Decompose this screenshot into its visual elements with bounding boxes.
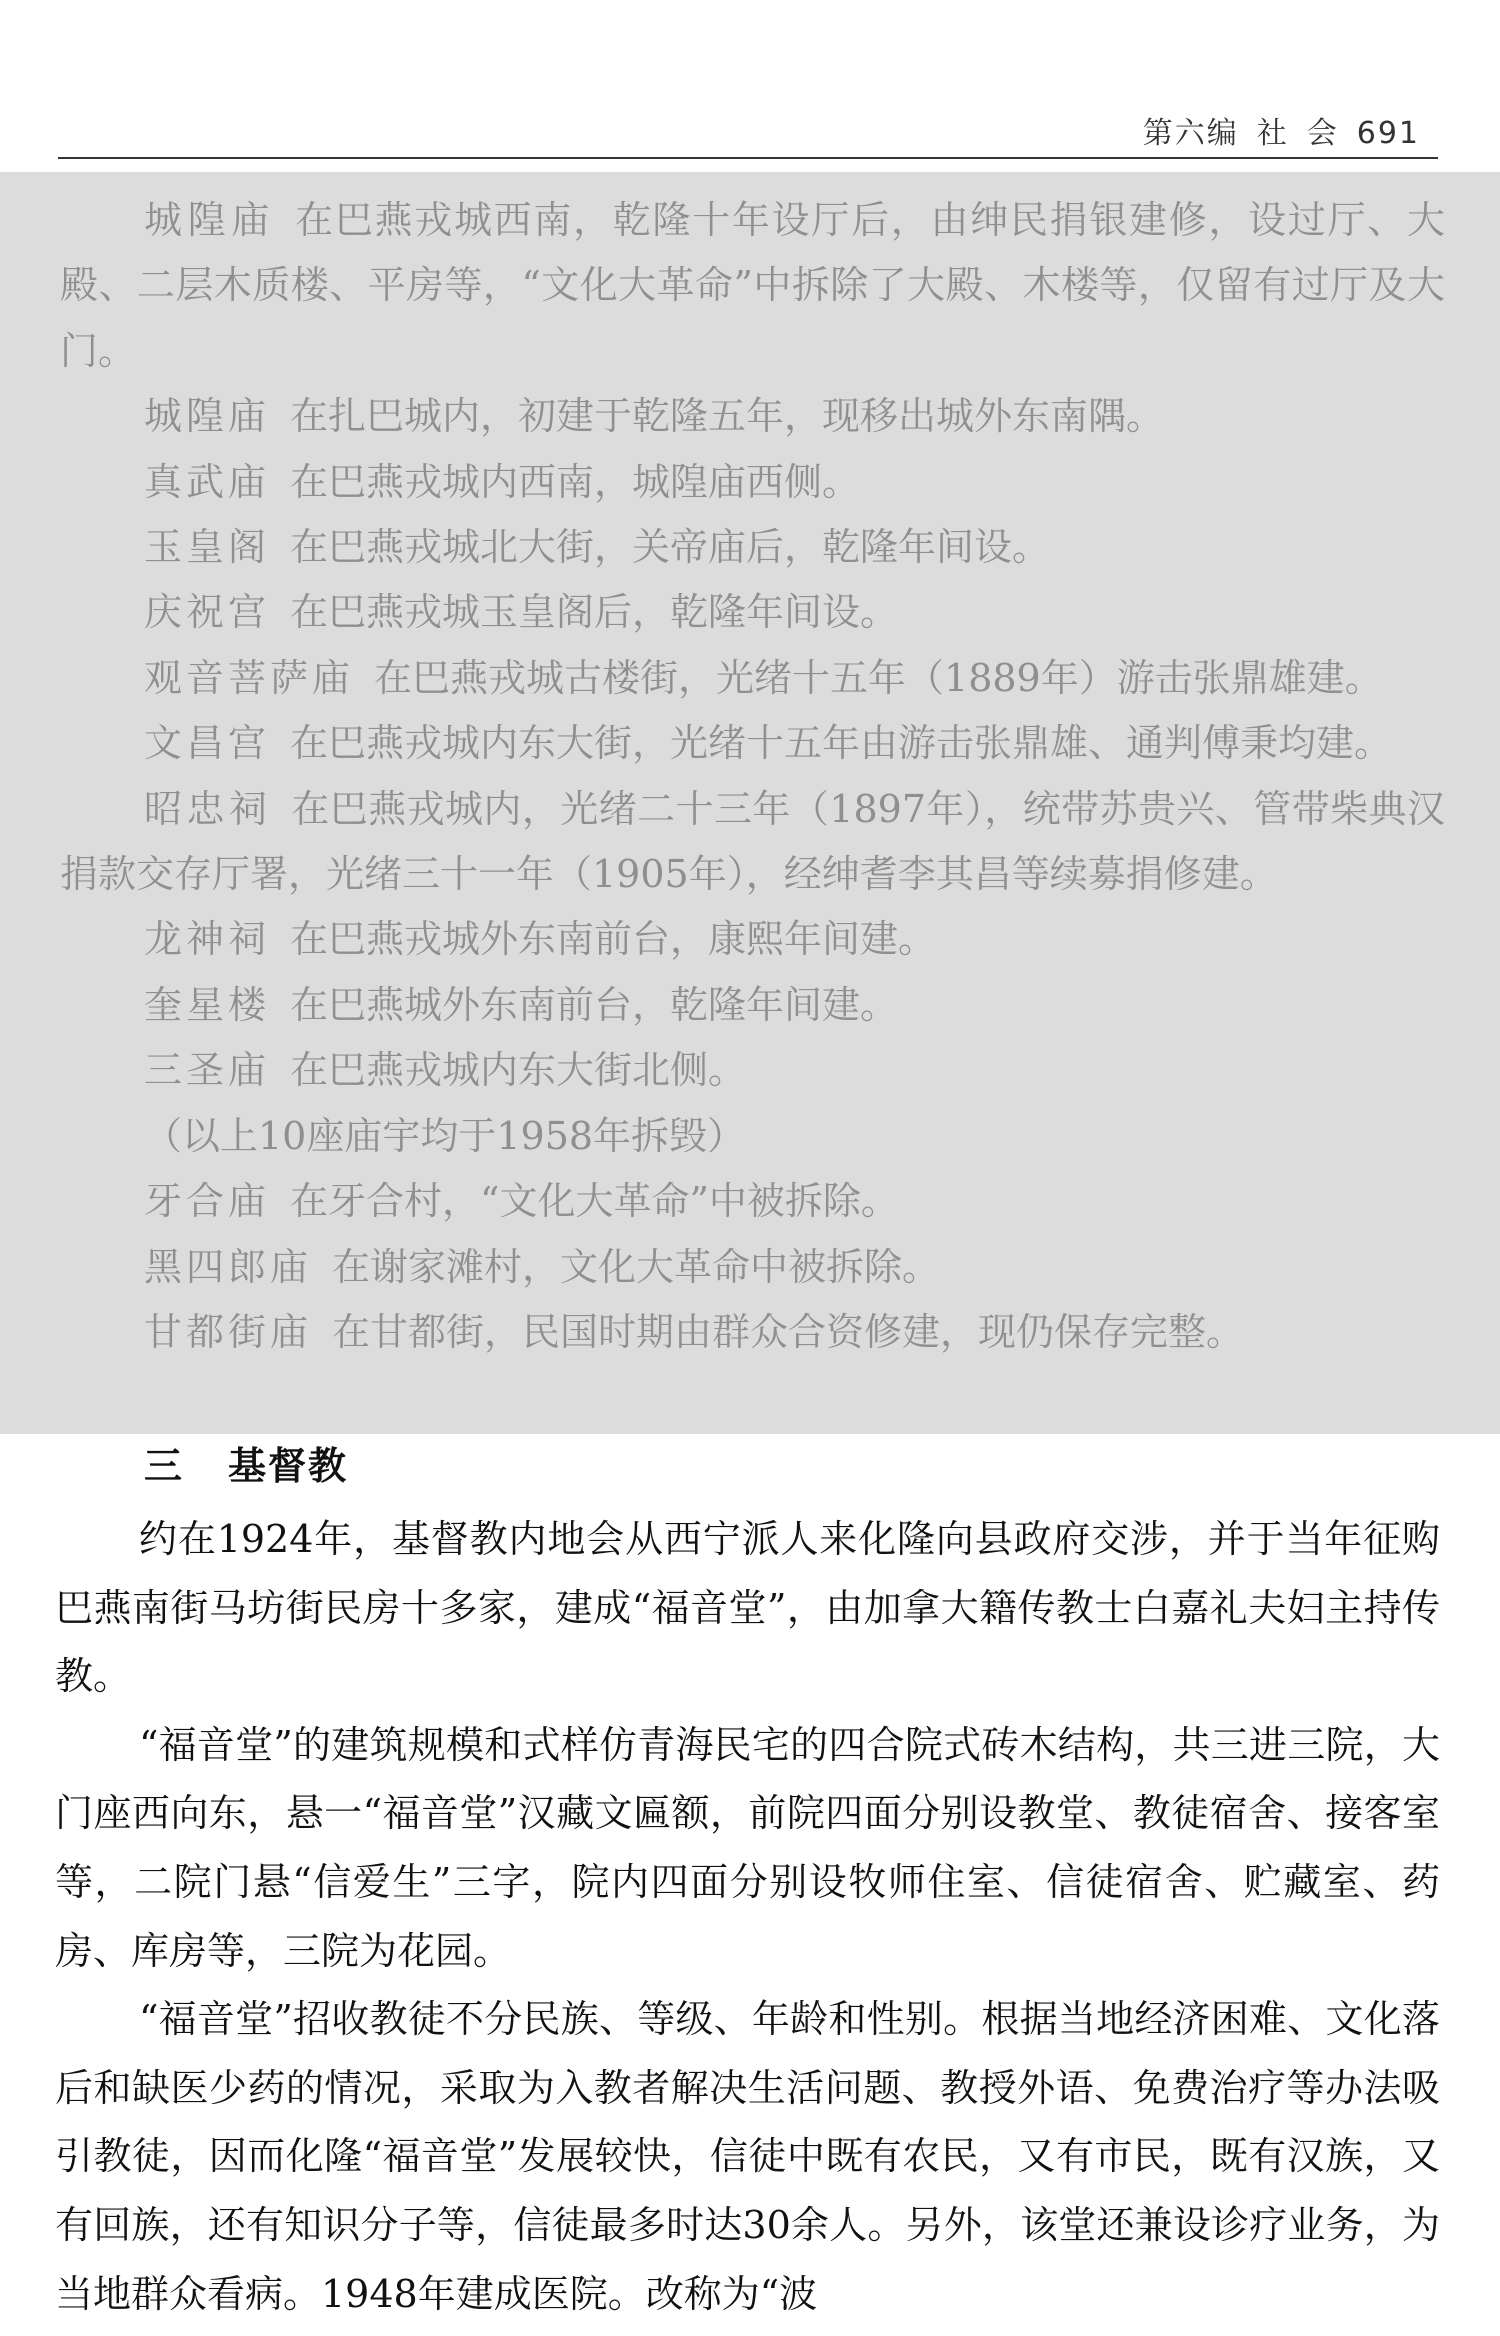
temple-entry <box>60 646 1445 711</box>
temple-desc: 在谢家滩村，文化大革命中被拆除。 <box>332 1244 941 1289</box>
page-number: 691 <box>1356 116 1420 151</box>
temple-desc: 在巴燕戎城外东南前台，康熙年间建。 <box>290 917 937 962</box>
temple-name: 奎星楼 <box>144 982 271 1027</box>
temple-desc: 在巴燕戎城古楼街，光绪十五年（1889年）游击张鼎雄建。 <box>374 655 1383 700</box>
temple-entry <box>60 1300 1445 1365</box>
temple-entry <box>60 1169 1445 1234</box>
temple-desc: 在巴燕城外东南前台，乾隆年间建。 <box>290 982 899 1027</box>
temple-desc: 在巴燕戎城玉皇阁后，乾隆年间设。 <box>290 590 899 635</box>
temple-entry <box>60 1038 1445 1103</box>
temple-name: 三圣庙 <box>144 1048 271 1093</box>
header-title-2: 会 <box>1306 116 1339 151</box>
temple-name: 庆祝宫 <box>144 590 271 635</box>
header-section: 第六编 <box>1142 116 1239 151</box>
body-text <box>55 1505 1440 2328</box>
temple-entry <box>60 450 1445 515</box>
temple-entry <box>60 777 1445 908</box>
section-heading <box>144 1435 348 1490</box>
temple-entry <box>60 515 1445 580</box>
temple-name: 观音菩萨庙 <box>144 655 355 700</box>
temple-name: 真武庙 <box>144 459 271 504</box>
temple-entry <box>60 580 1445 645</box>
temple-name: 龙神祠 <box>144 917 271 962</box>
body-paragraph: 约在1924年，基督教内地会从西宁派人来化隆向县政府交涉，并于当年征购巴燕南街马坊街民房十多家，建成“福音堂”，由加拿大籍传教士白嘉礼夫妇主持传教。 <box>55 1517 1440 1699</box>
header-rule <box>58 157 1438 159</box>
temple-name: 牙合庙 <box>144 1179 271 1224</box>
temple-name: 昭忠祠 <box>144 786 272 831</box>
body-paragraph: “福音堂”招收教徒不分民族、等级、年龄和性别。根据当地经济困难、文化落后和缺医少药的情况，采取为入教者解决生活问题、教授外语、免费治疗等办法吸引教徒，因而化隆“福音堂”发展较快，信徒中既有农民，又有市民，既有汉族，又有回族，还有知识分子等，信徒最多时达30余人。另外，该堂还兼设诊疗业务，为当地群众看病。1948年建成医院。改称为“波 <box>55 1997 1440 2316</box>
temple-entry <box>60 1235 1445 1300</box>
header-title-1: 社 <box>1256 116 1289 151</box>
temple-desc: 在巴燕戎城内西南，城隍庙西侧。 <box>290 459 861 504</box>
temple-desc: 在巴燕戎城北大街，关帝庙后，乾隆年间设。 <box>290 525 1051 570</box>
temple-desc: 在扎巴城内，初建于乾隆五年，现移出城外东南隅。 <box>290 394 1165 439</box>
temple-entry <box>60 711 1445 776</box>
temple-name: 甘都街庙 <box>144 1309 313 1354</box>
temple-desc: 在巴燕戎城内，光绪二十三年（1897年），统带苏贵兴、管带柴典汉捐款交存厅署，光绪三十一年（1905年），经绅耆李其昌等续募捐修建。 <box>60 786 1445 897</box>
temple-desc: 在牙合村，“文化大革命”中被拆除。 <box>290 1179 899 1224</box>
temple-name: 玉皇阁 <box>144 525 271 570</box>
temple-name: 城隍庙 <box>144 394 271 439</box>
temple-entry <box>60 973 1445 1038</box>
temple-desc: 在巴燕戎城内东大街，光绪十五年由游击张鼎雄、通判傅秉均建。 <box>290 721 1393 766</box>
temple-desc: 在巴燕戎城内东大街北侧。 <box>290 1048 747 1093</box>
temple-list <box>60 188 1445 1365</box>
temple-note: （以上10座庙宇均于1958年拆毁） <box>144 1113 746 1158</box>
temple-entry <box>60 384 1445 449</box>
temple-entry <box>60 188 1445 384</box>
temple-name: 文昌宫 <box>144 721 271 766</box>
temple-name: 黑四郎庙 <box>144 1244 313 1289</box>
section-title: 基督教 <box>228 1444 349 1488</box>
temple-desc: 在巴燕戎城西南，乾隆十年设厅后，由绅民捐银建修，设过厅、大殿、二层木质楼、平房等，“文化大革命”中拆除了大殿、木楼等，仅留有过厅及大门。 <box>60 198 1445 373</box>
section-number: 三 <box>144 1444 185 1488</box>
temple-name: 城隍庙 <box>144 198 276 242</box>
page-header <box>1143 108 1420 152</box>
temple-desc: 在甘都街，民国时期由群众合资修建，现仍保存完整。 <box>332 1309 1245 1354</box>
body-paragraph: “福音堂”的建筑规模和式样仿青海民宅的四合院式砖木结构，共三进三院，大门座西向东，悬一“福音堂”汉藏文匾额，前院四面分别设教堂、教徒宿舍、接客室等，二院门悬“信爱生”三字，院内四面分别设牧师住室、信徒宿舍、贮藏室、药房、库房等，三院为花园。 <box>55 1722 1440 1973</box>
temple-entry <box>60 907 1445 972</box>
